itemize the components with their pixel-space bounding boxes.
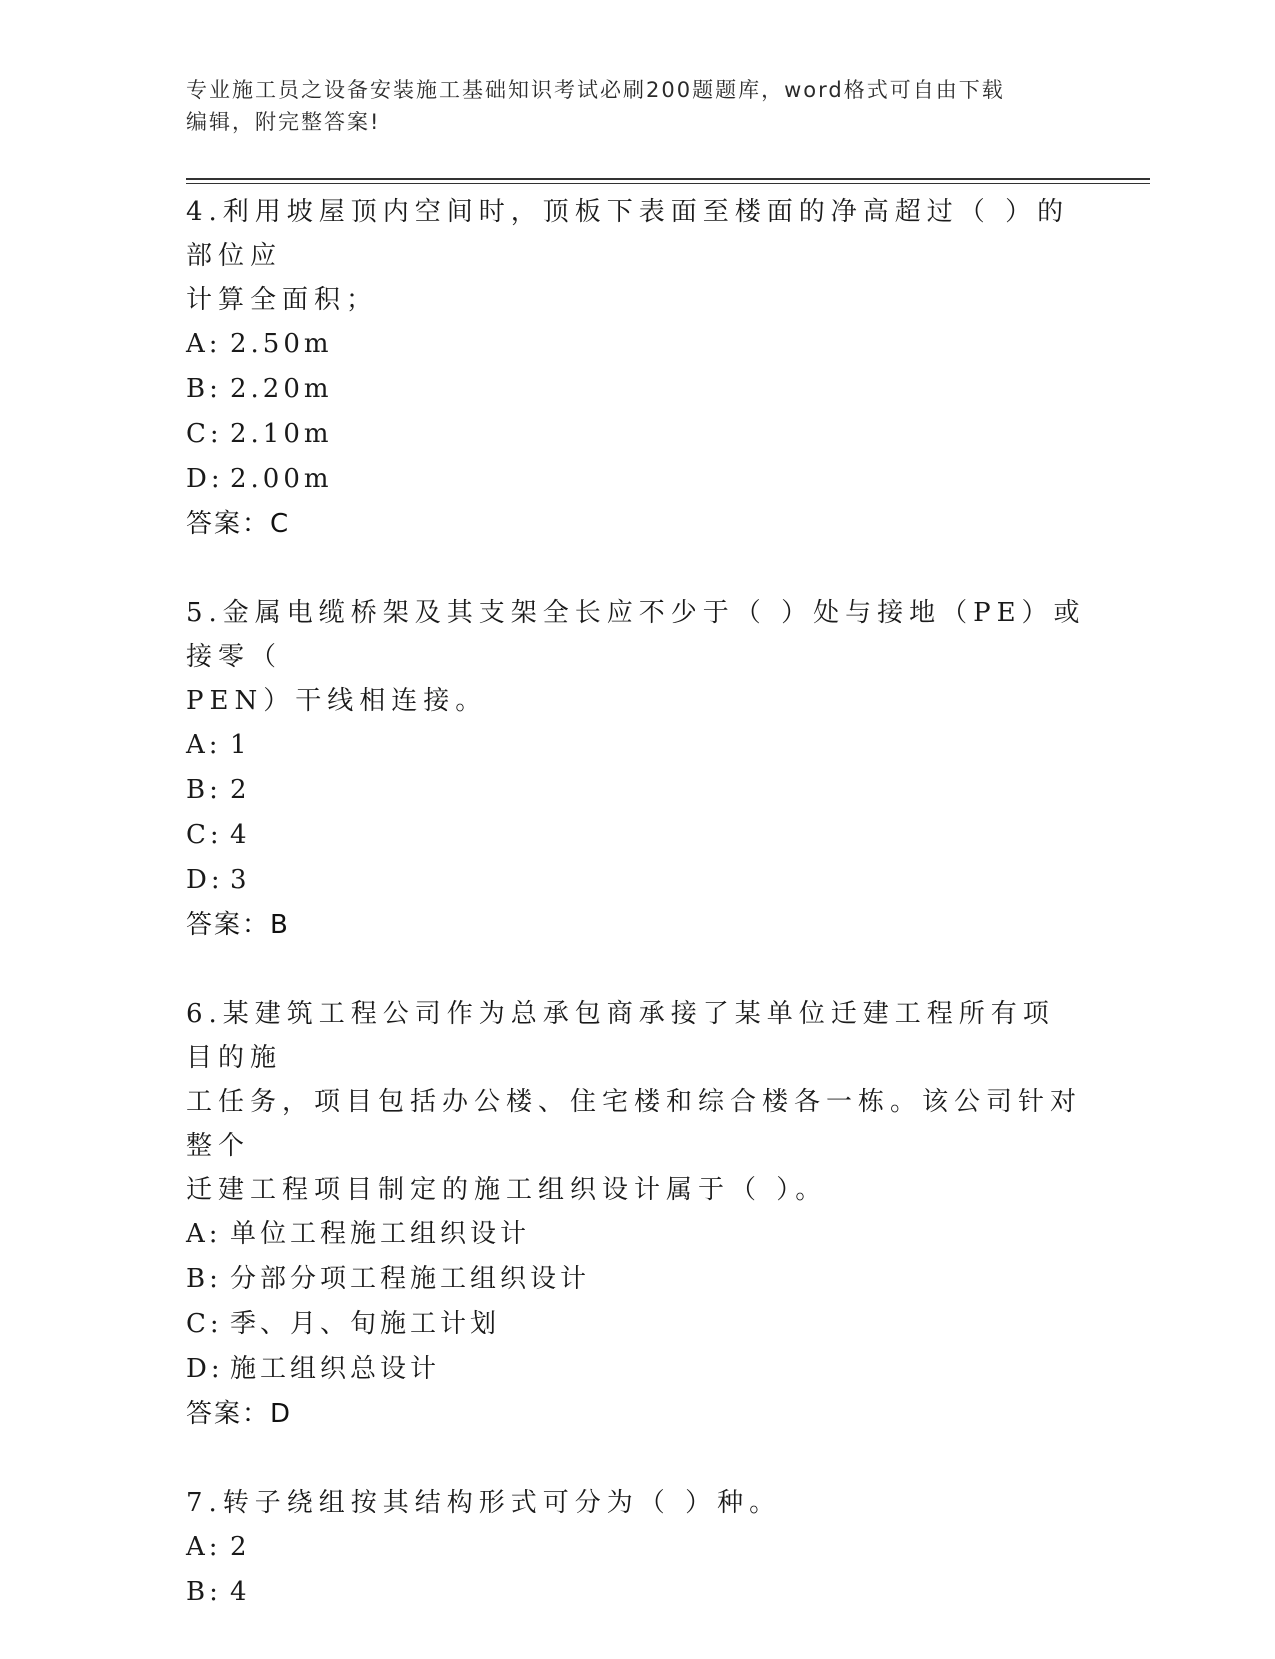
question-stem-line: PEN）干线相连接。 [186,686,488,716]
option-text: 分部分项工程施工组织设计 [230,1264,591,1294]
option-letter: B: [186,374,222,404]
question-stem-line: 4.利用坡屋顶内空间时，顶板下表面至楼面的净高超过（ ）的部位应 [186,197,1070,271]
option-d [186,858,1086,903]
header-divider [186,178,1150,180]
option-b [186,1570,1086,1615]
option-text: 1 [230,730,251,760]
option-letter: A: [186,1532,222,1562]
option-c [186,813,1086,858]
question-stem-line: 6.某建筑工程公司作为总承包商承接了某单位迁建工程所有项目的施 [186,999,1055,1073]
option-d [186,457,1086,502]
option-text: 3 [230,865,251,895]
option-letter: D: [186,464,224,494]
option-text: 2.50m [230,329,333,359]
option-letter: A: [186,329,222,359]
answer: 答案：B [186,910,290,940]
option-text: 2.00m [230,464,333,494]
option-a [186,723,1086,768]
question-stem-line: 迁建工程项目制定的施工组织设计属于（ ）。 [186,1175,828,1205]
option-text: 施工组织总设计 [230,1354,441,1384]
question-list [186,190,1086,1659]
option-letter: B: [186,1264,222,1294]
question-6 [186,992,1086,1437]
option-c [186,1302,1086,1347]
option-text: 2.10m [230,419,333,449]
option-a [186,1212,1086,1257]
option-letter: D: [186,865,224,895]
answer: 答案：D [186,1399,293,1429]
option-text: 2.20m [230,374,333,404]
option-letter: D: [186,1354,224,1384]
option-d [186,1347,1086,1392]
option-text: 4 [230,1577,251,1607]
question-5 [186,591,1086,948]
option-a [186,1525,1086,1570]
option-c [186,412,1086,457]
option-text: 2 [230,775,251,805]
document-header [186,74,1066,138]
option-letter: B: [186,775,222,805]
question-stem-line: 5.金属电缆桥架及其支架全长应不少于（ ）处与接地（PE）或接零（ [186,598,1086,672]
answer: 答案：C [186,509,291,539]
option-letter: A: [186,1219,222,1249]
option-letter: C: [186,1309,223,1339]
question-stem-line: 7.转子绕组按其结构形式可分为（ ）种。 [186,1488,782,1518]
header-line-2: 编辑，附完整答案! [186,110,381,134]
header-divider-thin [186,183,1150,184]
question-stem-line: 计算全面积； [186,285,379,315]
option-letter: C: [186,419,223,449]
option-letter: C: [186,820,223,850]
question-7 [186,1481,1086,1615]
option-letter: B: [186,1577,222,1607]
option-b [186,1257,1086,1302]
question-4 [186,190,1086,547]
question-stem-line: 工任务，项目包括办公楼、住宅楼和综合楼各一栋。该公司针对整个 [186,1087,1083,1161]
option-a [186,322,1086,367]
header-line-1: 专业施工员之设备安装施工基础知识考试必刷200题题库，word格式可自由下载 [186,78,1005,102]
option-letter: A: [186,730,222,760]
option-b [186,367,1086,412]
option-text: 2 [230,1532,251,1562]
option-b [186,768,1086,813]
option-text: 季、月、旬施工计划 [230,1309,501,1339]
option-text: 4 [230,820,251,850]
option-text: 单位工程施工组织设计 [230,1219,531,1249]
